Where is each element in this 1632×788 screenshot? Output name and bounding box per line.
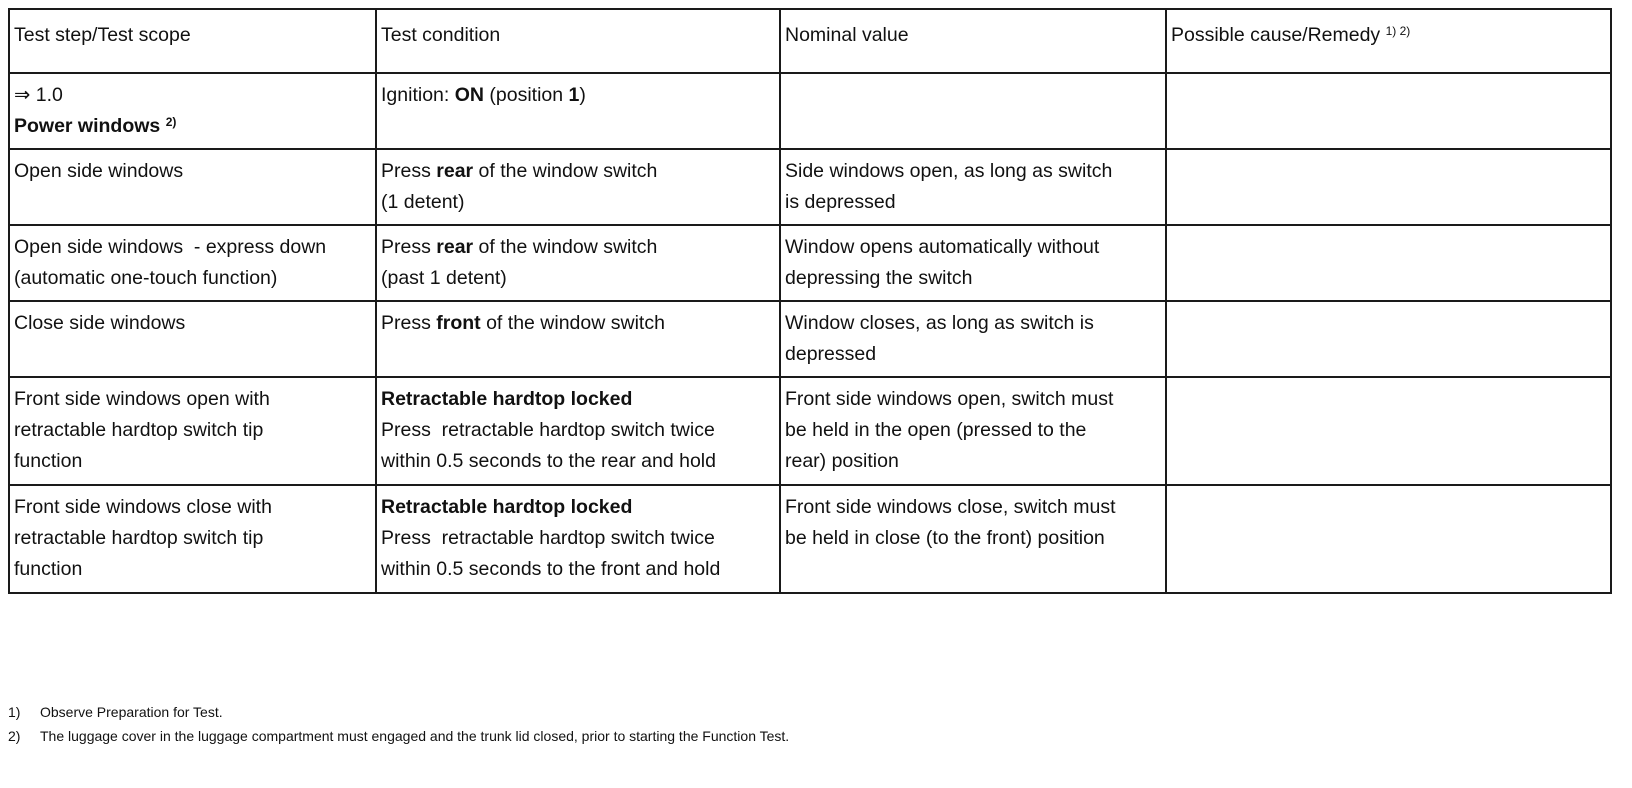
step-cell — [9, 377, 376, 485]
condition-bold: ON — [454, 84, 484, 106]
nominal-cell — [780, 225, 1166, 301]
condition-bold: rear — [436, 236, 474, 258]
step-text: Open side windows — [14, 160, 184, 182]
condition-bold: rear — [436, 160, 474, 182]
test-procedure-document — [8, 8, 1610, 594]
remedy-cell — [1166, 301, 1611, 377]
condition-line — [381, 232, 775, 263]
step-text: retractable hardtop switch tip — [14, 419, 264, 441]
test-table — [8, 8, 1612, 594]
nominal-line: Front side windows close, switch must — [785, 496, 1116, 518]
step-text: function — [14, 558, 83, 580]
condition-line: Press retractable hardtop switch twice — [381, 527, 715, 549]
table-row — [9, 377, 1611, 485]
condition-suffix: of the window switch — [473, 236, 658, 258]
table-row — [9, 225, 1611, 301]
condition-bold2: 1 — [568, 84, 580, 106]
condition-suffix: of the window switch — [473, 160, 658, 182]
condition-cell — [376, 377, 780, 485]
step-text: Front side windows open with — [14, 388, 270, 410]
header-possible-cause — [1166, 9, 1611, 73]
step-title — [14, 111, 371, 142]
step-cell — [9, 149, 376, 225]
footnote-number: 1) — [8, 704, 21, 720]
step-cell — [9, 485, 376, 593]
condition-middle: (position — [483, 84, 569, 106]
footnote — [8, 724, 1608, 748]
nominal-line: be held in the open (pressed to the — [785, 419, 1087, 441]
nominal-cell — [780, 301, 1166, 377]
table-row — [9, 149, 1611, 225]
condition-bold: front — [436, 312, 481, 334]
condition-prefix: Press — [381, 160, 437, 182]
nominal-cell — [780, 485, 1166, 593]
nominal-cell — [780, 73, 1166, 149]
condition-suffix: ) — [579, 84, 586, 106]
remedy-cell — [1166, 377, 1611, 485]
step-number: ⇒ 1.0 — [14, 84, 63, 106]
nominal-line: Side windows open, as long as switch — [785, 160, 1113, 182]
step-title-ref: 2) — [165, 115, 177, 129]
step-text: Front side windows close with — [14, 496, 272, 518]
nominal-cell — [780, 377, 1166, 485]
condition-cell — [376, 149, 780, 225]
header-test-step: Test step/Test scope — [9, 9, 376, 73]
step-title-text: Power windows — [14, 115, 161, 137]
remedy-cell — [1166, 149, 1611, 225]
condition-line — [381, 80, 775, 111]
condition-bold-line: Retractable hardtop locked — [381, 496, 633, 518]
condition-prefix: Ignition: — [381, 84, 455, 106]
nominal-line: Window closes, as long as switch is — [785, 312, 1094, 334]
nominal-cell — [780, 149, 1166, 225]
step-text: function — [14, 450, 83, 472]
footnote-number: 2) — [8, 728, 21, 744]
condition-line — [381, 156, 775, 187]
step-text: retractable hardtop switch tip — [14, 527, 264, 549]
condition-cell — [376, 225, 780, 301]
nominal-line: is depressed — [785, 191, 896, 213]
nominal-line: Front side windows open, switch must — [785, 388, 1114, 410]
step-cell — [9, 225, 376, 301]
footnote-text: The luggage cover in the luggage compartment must engaged and the trunk lid closed, prior to starting the Function Test. — [40, 728, 790, 744]
footnote — [8, 700, 1608, 724]
condition-line: within 0.5 seconds to the rear and hold — [381, 450, 716, 472]
step-cell — [9, 73, 376, 149]
remedy-cell — [1166, 73, 1611, 149]
condition-bold-line: Retractable hardtop locked — [381, 388, 633, 410]
condition-prefix: Press — [381, 312, 437, 334]
condition-line: Press retractable hardtop switch twice — [381, 419, 715, 441]
step-text: (automatic one-touch function) — [14, 267, 278, 289]
step-text: Open side windows - express down — [14, 236, 327, 258]
table-row — [9, 485, 1611, 593]
nominal-line: be held in close (to the front) position — [785, 527, 1105, 549]
condition-line: within 0.5 seconds to the front and hold — [381, 558, 721, 580]
condition-cell — [376, 485, 780, 593]
remedy-cell — [1166, 485, 1611, 593]
condition-suffix: of the window switch — [480, 312, 665, 334]
condition-line2: (1 detent) — [381, 191, 465, 213]
condition-prefix: Press — [381, 236, 437, 258]
step-cell — [9, 301, 376, 377]
nominal-line: depressed — [785, 343, 877, 365]
condition-line — [381, 308, 775, 339]
step-text: Close side windows — [14, 312, 186, 334]
table-row — [9, 301, 1611, 377]
nominal-line: depressing the switch — [785, 267, 973, 289]
table-header-row — [9, 9, 1611, 73]
footnote-text: Observe Preparation for Test. — [40, 704, 223, 720]
header-footnote-refs: 1) 2) — [1385, 24, 1411, 38]
header-test-condition: Test condition — [376, 9, 780, 73]
remedy-cell — [1166, 225, 1611, 301]
footnotes — [8, 700, 1608, 748]
nominal-line: rear) position — [785, 450, 899, 472]
header-nominal-value: Nominal value — [780, 9, 1166, 73]
table-row — [9, 73, 1611, 149]
header-possible-cause-label: Possible cause/Remedy — [1171, 24, 1381, 46]
condition-cell — [376, 301, 780, 377]
nominal-line: Window opens automatically without — [785, 236, 1100, 258]
condition-cell — [376, 73, 780, 149]
condition-line2: (past 1 detent) — [381, 267, 507, 289]
